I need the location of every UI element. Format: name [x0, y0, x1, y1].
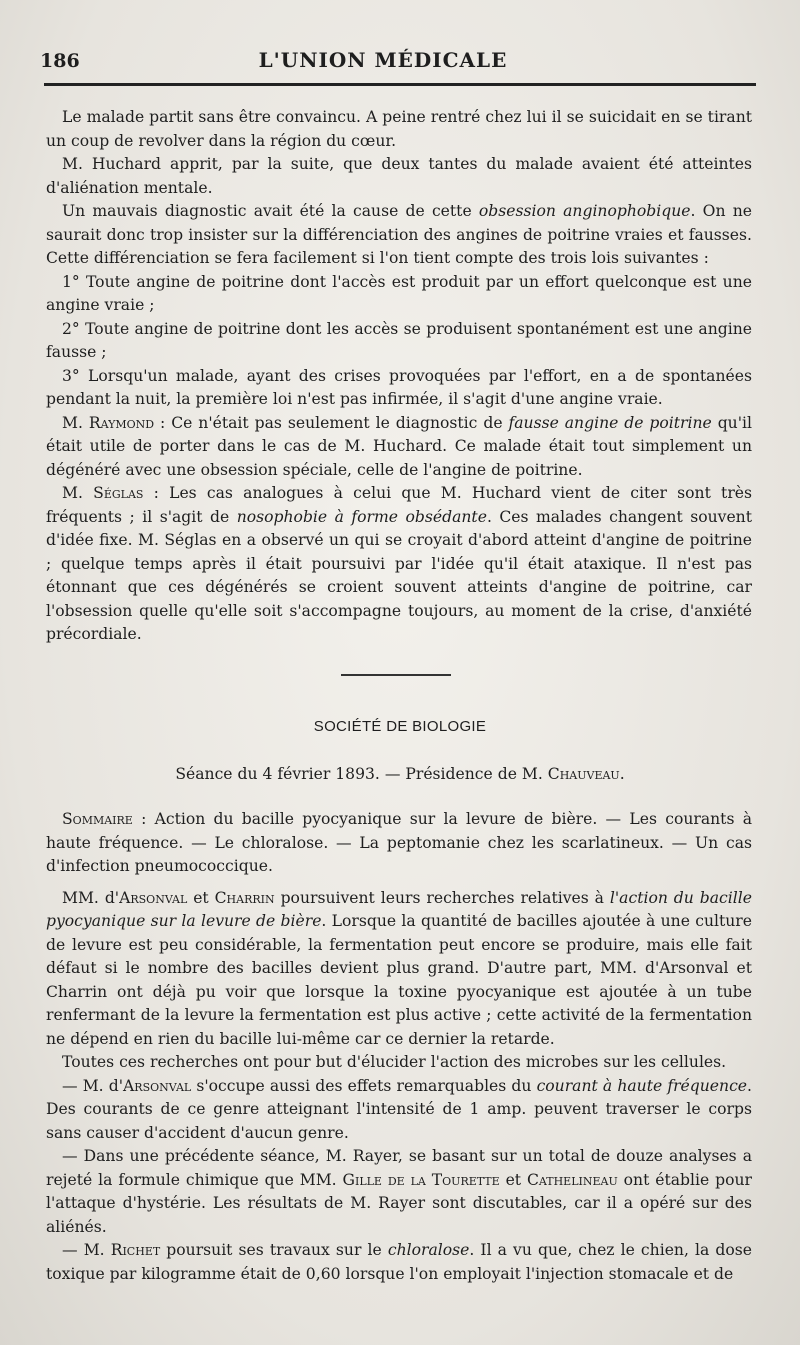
law-1: 1° Toute angine de poitrine dont l'accès est produit par un effort quelconque est une angine vraie ; — [46, 272, 752, 314]
paragraph: M. Huchard apprit, par la suite, que deux tantes du malade avaient été atteintes d'aliénation mentale. — [46, 155, 752, 197]
page-number: 186 — [40, 50, 80, 72]
paragraph: — M. d'Arsonval s'occupe aussi des effets remarquables du courant à haute fréquence. Des courants de ce genre atteignant l'intensité de 1 amp. peuvent traverser le corps sans causer d'accident d'aucun genre. — [46, 1076, 753, 1142]
session-line: Séance du 4 février 1893. — Présidence de M. Chauveau. — [175, 765, 625, 783]
header-rule — [44, 83, 756, 86]
paragraph: Toutes ces recherches ont pour but d'élucider l'action des microbes sur les cellules. — [62, 1053, 727, 1071]
section-divider — [341, 674, 451, 676]
paragraph-seglas: M. Séglas : Les cas analogues à celui que M. Huchard vient de citer sont très fréquents ; il s'agit de nosophobie à forme obsédante. Ces malades changent souvent d'idée fixe. M. Séglas en a observé un qui se croyait d'abord atteint d'angine de poitrine ; quelque temps après il était poursuivi par l'idée qu'il était ataxique. Il n'est pas étonnant que ces dégénérés se croient souvent atteints d'angine de poitrine, car l'obsession quelle qu'elle soit s'accompagne toujours, au moment de la crise, d'anxiété précordiale. — [46, 484, 753, 643]
paragraph: Le malade partit sans être convaincu. A peine rentré chez lui il se suicidait en se tirant un coup de revolver dans la région du cœur. — [46, 108, 752, 150]
law-2: 2° Toute angine de poitrine dont les accès se produisent spontanément est une angine fausse ; — [46, 319, 752, 361]
discussion-section — [46, 106, 752, 647]
paragraph: — M. Richet poursuit ses travaux sur le chloralose. Il a vu que, chez le chien, la dose toxique par kilogramme était de 0,60 lorsque l'on employait l'injection stomacale et de — [46, 1241, 752, 1283]
biologie-section — [46, 808, 752, 1286]
paragraph: MM. d'Arsonval et Charrin poursuivent leurs recherches relatives à l'action du bacille pyocyanique sur la levure de bière. Lorsque la quantité de bacilles ajoutée à une culture de levure est peu considérable, la fermentation peut encore se produire, mais elle fait défaut si le nombre des bacilles devient plus grand. D'autre part, MM. d'Arsonval et Charrin ont déjà pu voir que lorsque la toxine pyocyanique est ajoutée à un tube renfermant de la levure la fermentation est plus active ; cette activité de la fermentation ne dépend en rien du bacille lui-même car ce dernier la retarde. — [46, 888, 752, 1048]
law-3: 3° Lorsqu'un malade, ayant des crises provoquées par l'effort, en a de spontanées pendant la nuit, la première loi n'est pas infirmée, il s'agit d'une angine vraie. — [46, 366, 752, 408]
page-header — [28, 48, 738, 78]
section-title: SOCIÉTÉ DE BIOLOGIE — [313, 718, 487, 735]
paragraph: Un mauvais diagnostic avait été la cause de cette obsession anginophobique. On ne saurait donc trop insister sur la différenciation des angines de poitrine vraies et fausses. Cette différenciation se fera facilement si l'on tient compte des trois lois suivantes : — [46, 202, 752, 267]
sommaire: Sommaire : Action du bacille pyocyanique sur la levure de bière. — Les courants à haute fréquence. — Le chloralose. — La peptomanie chez les scarlatineux. — Un cas d'infection pneumococcique. — [46, 810, 752, 875]
running-title: L'UNION MÉDICALE — [258, 48, 508, 72]
paragraph-raymond: M. Raymond : Ce n'était pas seulement le diagnostic de fausse angine de poitrine qu'il était utile de porter dans le cas de M. Huchard. Ce malade était tout simplement un dégénéré avec une obsession spéciale, celle de l'angine de poitrine. — [46, 413, 752, 479]
paragraph: — Dans une précédente séance, M. Rayer, se basant sur un total de douze analyses a rejeté la formule chimique que MM. Gille de la Tourette et Cathelineau ont établie pour l'attaque d'hystérie. Les résultats de M. Rayer sont discutables, car il a opéré sur des aliénés. — [46, 1147, 752, 1236]
